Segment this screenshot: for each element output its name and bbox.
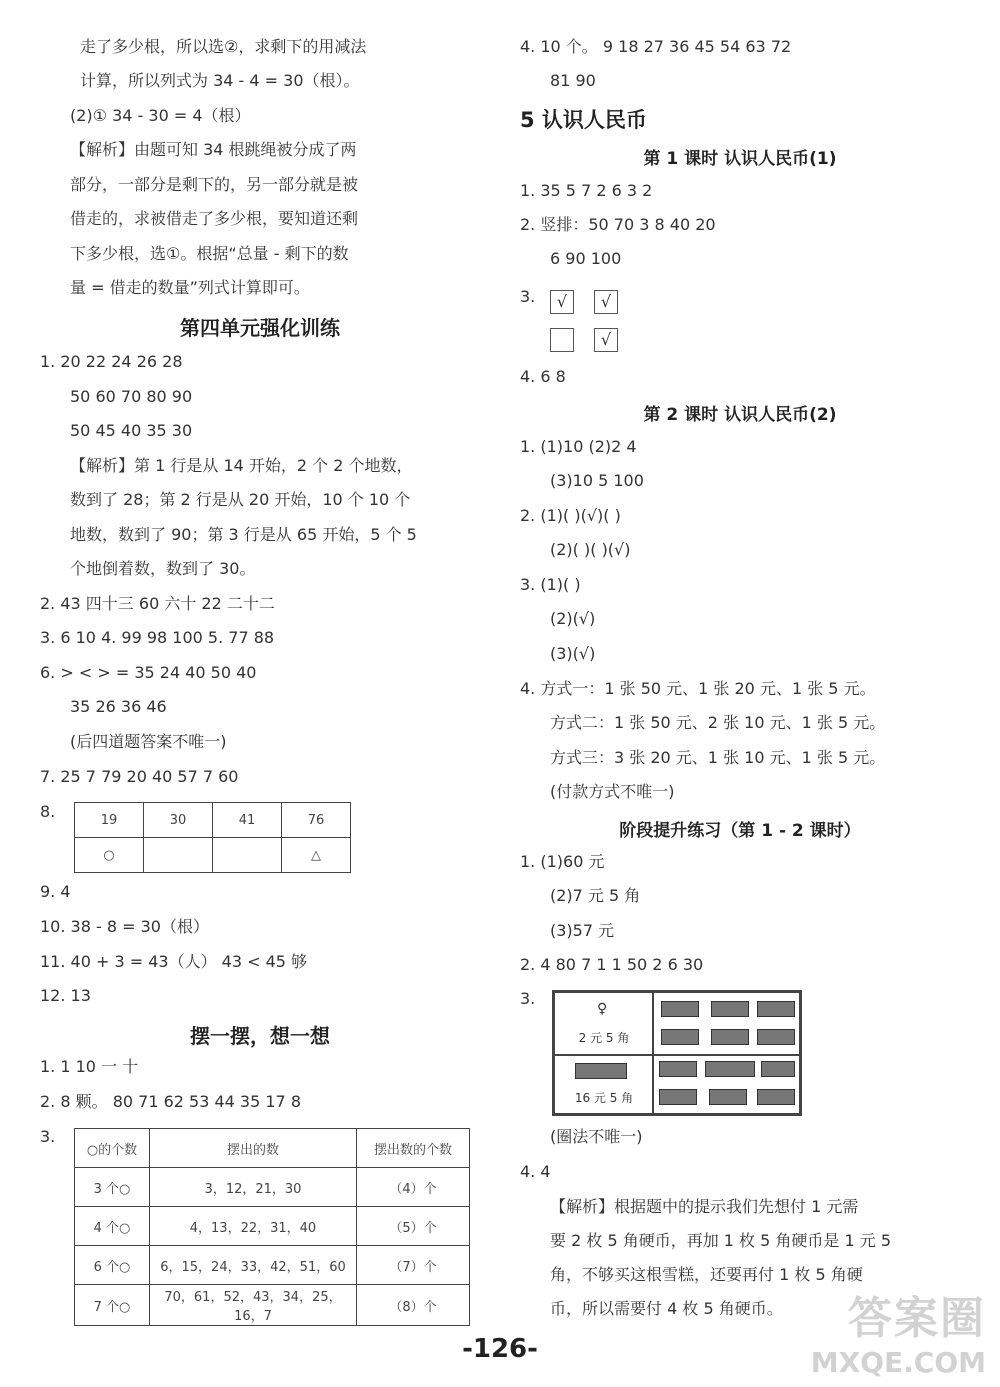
text-line: 下多少根，选①。根据“总量 - 剩下的数: [70, 244, 349, 263]
text-line: 借走的，求被借走了多少根，要知道还剩: [70, 209, 359, 228]
price-label: 16 元 5 角: [574, 1091, 634, 1105]
price-label: 2 元 5 角: [578, 1031, 630, 1045]
answer-line: 2. 竖排：50 70 3 8 40 20: [520, 215, 716, 234]
answer-line: 50 45 40 35 30: [70, 421, 193, 440]
answer-line: 1. 35 5 7 2 6 3 2: [520, 181, 653, 200]
watermark-url: MXQE.COM: [810, 1346, 986, 1379]
text-line: 数到了 28；第 2 行是从 20 开始，10 个 10 个: [70, 490, 411, 509]
item-icon: [575, 1063, 627, 1079]
answer-line: 1. (1)10 (2)2 4: [520, 437, 637, 456]
money-circling-figure: [552, 990, 802, 1116]
text-line: 量 = 借走的数量”列式计算即可。: [70, 278, 310, 297]
table-header: 摆出数的个数: [357, 1129, 470, 1168]
table-cell: [144, 838, 213, 873]
answer-line: 10. 38 - 8 = 30（根）: [40, 917, 209, 936]
answer-line: 4. 10 个。 9 18 27 36 45 54 63 72: [520, 37, 792, 56]
answer-line: 8.: [40, 802, 56, 821]
text-line: 地数，数到了 90；第 3 行是从 65 开始，5 个 5: [70, 525, 417, 544]
checkbox: √: [594, 290, 618, 314]
answer-line: 3. 6 10 4. 99 98 100 5. 77 88: [40, 628, 275, 647]
answer-line: 6. > < > = 35 24 40 50 40: [40, 663, 257, 682]
q8-table: [74, 802, 351, 873]
answer-line: (2)(√): [550, 609, 596, 628]
answer-line: 9. 4: [40, 882, 71, 901]
banknote-icon: [757, 1089, 795, 1105]
answer-line: 1. 1 10 一 十: [40, 1057, 139, 1076]
text-line: 个地倒着数，数到了 30。: [70, 559, 256, 578]
answer-line: 方式三：3 张 20 元、1 张 10 元、1 张 5 元。: [550, 748, 886, 767]
table-cell: 6，15，24，33，42，51，60: [150, 1246, 357, 1285]
text-line: (2)① 34 - 30 = 4（根）: [70, 106, 251, 125]
table-cell: （8）个: [357, 1285, 470, 1326]
answer-line: 12. 13: [40, 986, 91, 1005]
banknote-icon: [705, 1061, 755, 1077]
answer-line: 2. 43 四十三 60 六十 22 二十二: [40, 594, 275, 613]
answer-line: 3.: [520, 989, 536, 1008]
banknote-icon: [757, 1029, 795, 1045]
ice-cream-icon: ♀: [597, 1001, 608, 1017]
q3-table: [74, 1128, 470, 1326]
text-line: 要 2 枚 5 角硬币，再加 1 枚 5 角硬币是 1 元 5: [550, 1231, 892, 1250]
text-line: 走了多少根，所以选②，求剩下的用减法: [80, 37, 367, 56]
analysis-line: 【解析】第 1 行是从 14 开始，2 个 2 个地数，: [70, 456, 413, 475]
checkbox: [550, 328, 574, 352]
note-line: (付款方式不唯一): [550, 782, 675, 801]
banknote-icon: [661, 1001, 699, 1017]
table-header: 摆出的数: [150, 1129, 357, 1168]
table-cell: 4 个○: [75, 1207, 150, 1246]
table-cell: 30: [144, 803, 213, 838]
banknote-icon: [761, 1061, 795, 1077]
answer-line: 3.: [520, 287, 536, 306]
figure-cell: [652, 1054, 800, 1114]
text-line: 角，不够买这根雪糕，还要再付 1 枚 5 角硬: [550, 1265, 863, 1284]
table-cell: ○: [75, 838, 144, 873]
answer-line: 3.: [40, 1127, 56, 1146]
banknote-icon: [659, 1061, 697, 1077]
answer-line: 4. 4: [520, 1162, 551, 1181]
table-cell: 3，12，21，30: [150, 1168, 357, 1207]
answer-line: 11. 40 + 3 = 43（人） 43 < 45 够: [40, 952, 308, 971]
table-cell: （7）个: [357, 1246, 470, 1285]
checkbox-row: [550, 322, 638, 356]
table-cell: 70，61，52，43，34，25，16，7: [150, 1285, 357, 1326]
answer-line: 2. (1)( )(√)( ): [520, 506, 621, 525]
lesson-title: 第 2 课时 认识人民币(2): [643, 405, 837, 425]
section-title: 摆一摆，想一想: [190, 1024, 330, 1048]
banknote-icon: [757, 1001, 795, 1017]
table-cell: （5）个: [357, 1207, 470, 1246]
unit-title: 5 认识人民币: [520, 108, 647, 132]
watermark-text: 答案圈: [848, 1293, 986, 1344]
text-line: 计算，所以列式为 34 - 4 = 30（根）。: [80, 71, 360, 90]
lesson-title: 阶段提升练习（第 1 - 2 课时）: [619, 821, 861, 841]
answer-line: 4. 方式一：1 张 50 元、1 张 20 元、1 张 5 元。: [520, 679, 876, 698]
figure-cell: [554, 992, 654, 1056]
checkbox: √: [594, 328, 618, 352]
answer-line: (3)(√): [550, 644, 596, 663]
answer-line: 1. 20 22 24 26 28: [40, 352, 183, 371]
answer-line: 7. 25 7 79 20 40 57 7 60: [40, 767, 239, 786]
table-cell: 6 个○: [75, 1246, 150, 1285]
answer-line: 35 26 36 46: [70, 697, 167, 716]
section-title: 第四单元强化训练: [180, 316, 340, 340]
answer-line: 方式二：1 张 50 元、2 张 10 元、1 张 5 元。: [550, 713, 886, 732]
table-cell: 3 个○: [75, 1168, 150, 1207]
text-line: 部分，一部分是剩下的，另一部分就是被: [70, 175, 359, 194]
table-cell: 19: [75, 803, 144, 838]
table-header: ○的个数: [75, 1129, 150, 1168]
banknote-icon: [711, 1001, 749, 1017]
answer-line: 81 90: [550, 71, 596, 90]
note-line: (后四道题答案不唯一): [70, 732, 227, 751]
table-cell: [213, 838, 282, 873]
banknote-icon: [711, 1029, 749, 1045]
banknote-icon: [659, 1089, 697, 1105]
answer-line: (3)57 元: [550, 921, 615, 940]
table-cell: （4）个: [357, 1168, 470, 1207]
checkbox-row: [550, 284, 638, 318]
banknote-icon: [661, 1029, 699, 1045]
watermark: [811, 1282, 986, 1379]
analysis-line: 【解析】根据题中的提示我们先想付 1 元需: [550, 1197, 859, 1216]
answer-line: 4. 6 8: [520, 367, 566, 386]
table-cell: 76: [282, 803, 351, 838]
answer-line: 3. (1)( ): [520, 575, 581, 594]
analysis-line: 【解析】由题可知 34 根跳绳被分成了两: [70, 140, 357, 159]
text-line: 币，所以需要付 4 枚 5 角硬币。: [550, 1299, 783, 1318]
checkbox: √: [550, 290, 574, 314]
answer-line: 2. 4 80 7 1 1 50 2 6 30: [520, 955, 704, 974]
page-number: -126-: [462, 1334, 538, 1364]
table-cell: 4，13，22，31，40: [150, 1207, 357, 1246]
lesson-title: 第 1 课时 认识人民币(1): [643, 149, 837, 169]
table-cell: 41: [213, 803, 282, 838]
answer-line: (2)7 元 5 角: [550, 886, 641, 905]
answer-line: (2)( )( )(√): [550, 540, 631, 559]
note-line: (圈法不唯一): [550, 1127, 643, 1146]
table-cell: △: [282, 838, 351, 873]
answer-line: 1. (1)60 元: [520, 852, 605, 871]
answer-line: 6 90 100: [550, 249, 622, 268]
figure-cell: [554, 1054, 654, 1114]
answer-line: (3)10 5 100: [550, 471, 644, 490]
answer-line: 2. 8 颗。 80 71 62 53 44 35 17 8: [40, 1092, 302, 1111]
answer-line: 50 60 70 80 90: [70, 387, 193, 406]
table-cell: 7 个○: [75, 1285, 150, 1326]
figure-cell: [652, 992, 800, 1056]
banknote-icon: [709, 1089, 747, 1105]
